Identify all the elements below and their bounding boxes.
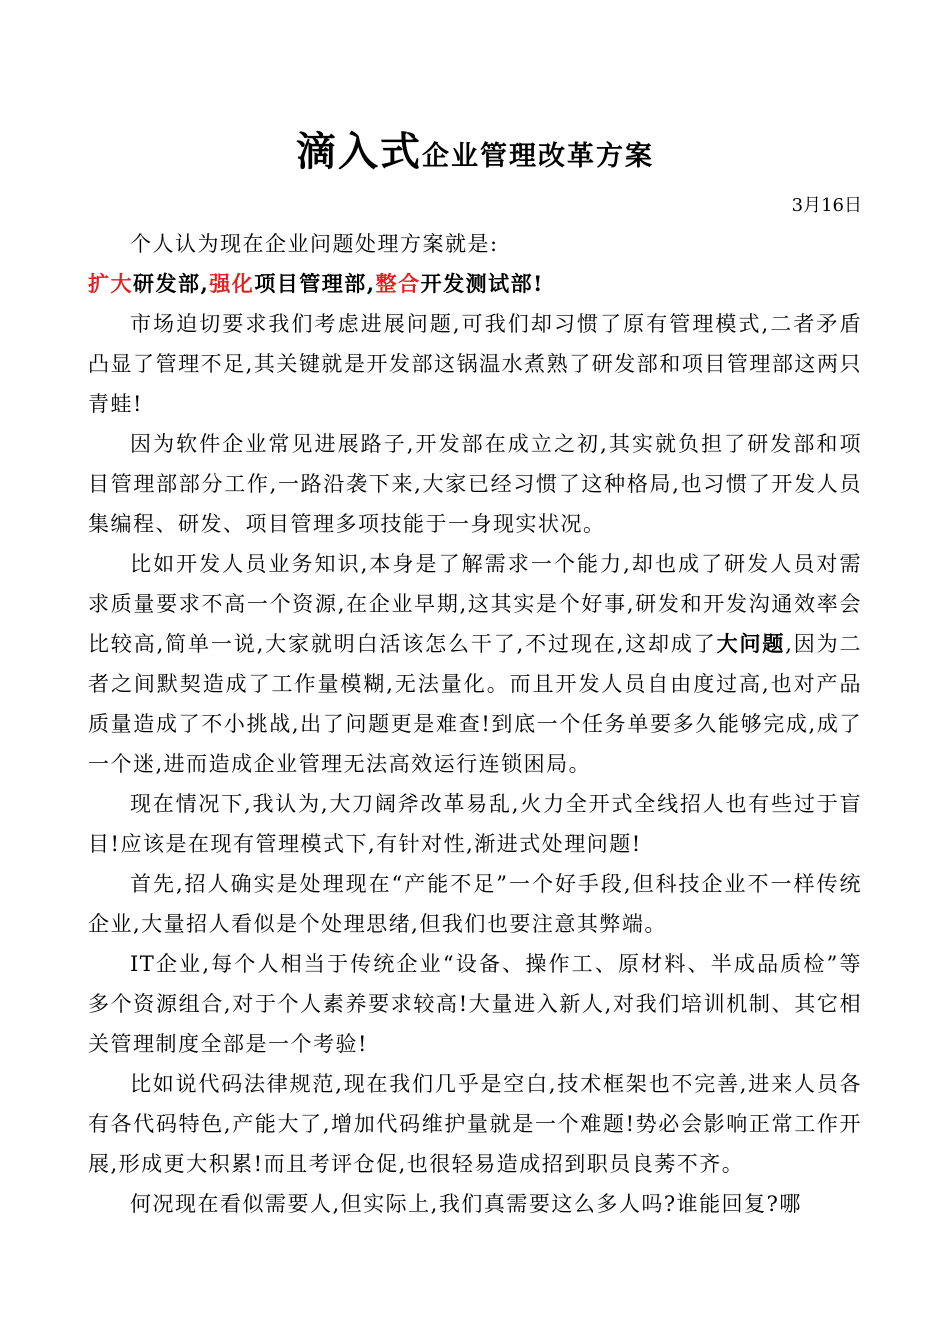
slogan-red-3: 整合 — [375, 271, 421, 296]
paragraph — [88, 544, 862, 784]
paragraph: IT企业,每个人相当于传统企业“设备、操作工、原材料、半成品质检”等多个资源组合,对于个人素养要求较高!大量进入新人,对我们培训机制、其它相关管理制度全部是一个考验! — [88, 952, 862, 1056]
slogan-red-1: 扩大 — [88, 271, 133, 296]
slogan-red-2: 强化 — [209, 271, 255, 296]
document-page — [88, 0, 862, 1224]
emphasis-text: 大问题 — [716, 631, 786, 656]
paragraph: 首先,招人确实是处理现在“产能不足”一个好手段,但科技企业不一样传统企业,大量招人看似是个处理思绪,但我们也要注意其弊端。 — [88, 872, 862, 936]
slogan-black-1: 研发部, — [133, 271, 210, 296]
paragraph: 因为软件企业常见进展路子,开发部在成立之初,其实就负担了研发部和项目管理部部分工作,一路沿袭下来,大家已经习惯了这种格局,也习惯了开发人员集编程、研发、项目管理多项技能于一身现实状况。 — [88, 432, 862, 536]
title-main: 滴入式 — [296, 128, 422, 175]
paragraph-text: 比如开发人员业务知识,本身是了解需求一个能力,却也成了研发人员对需求质量要求不高一个资源,在企业早期,这其实是个好事,研发和开发沟通效率会比较高,简单一说,大家就明白活该怎么干了,不过现在,这却成了 — [88, 552, 862, 656]
slogan-black-3: 开发测试部! — [420, 271, 544, 296]
slogan-line — [88, 264, 862, 304]
document-date: 3月16日 — [791, 195, 862, 216]
document-title — [88, 124, 862, 180]
paragraph: 何况现在看似需要人,但实际上,我们真需要这么多人吗?谁能回复?哪 — [130, 1192, 802, 1216]
intro-paragraph: 个人认为现在企业问题处理方案就是: — [130, 232, 499, 256]
paragraph: 比如说代码法律规范,现在我们几乎是空白,技术框架也不完善,进来人员各有各代码特色,产能大了,增加代码维护量就是一个难题!势必会影响正常工作开展,形成更大积累!而且考评仓促,也很轻易造成招到职员良莠不齐。 — [88, 1072, 862, 1176]
slogan-black-2: 项目管理部, — [254, 271, 376, 296]
paragraph: 市场迫切要求我们考虑进展问题,可我们却习惯了原有管理模式,二者矛盾凸显了管理不足,其关键就是开发部这锅温水煮熟了研发部和项目管理部这两只青蛙! — [88, 312, 862, 416]
paragraph-text: ,因为二者之间默契造成了工作量模糊,无法量化。而且开发人员自由度过高,也对产品质量造成了不小挑战,出了问题更是难查!到底一个任务单要多久能够完成,成了一个迷,进而造成企业管理无法高效运行连锁困局。 — [88, 632, 862, 776]
document-body — [88, 224, 862, 1224]
title-sub: 企业管理改革方案 — [422, 141, 654, 172]
paragraph: 现在情况下,我认为,大刀阔斧改革易乱,火力全开式全线招人也有些过于盲目!应该是在现有管理模式下,有针对性,渐进式处理问题! — [88, 792, 862, 856]
